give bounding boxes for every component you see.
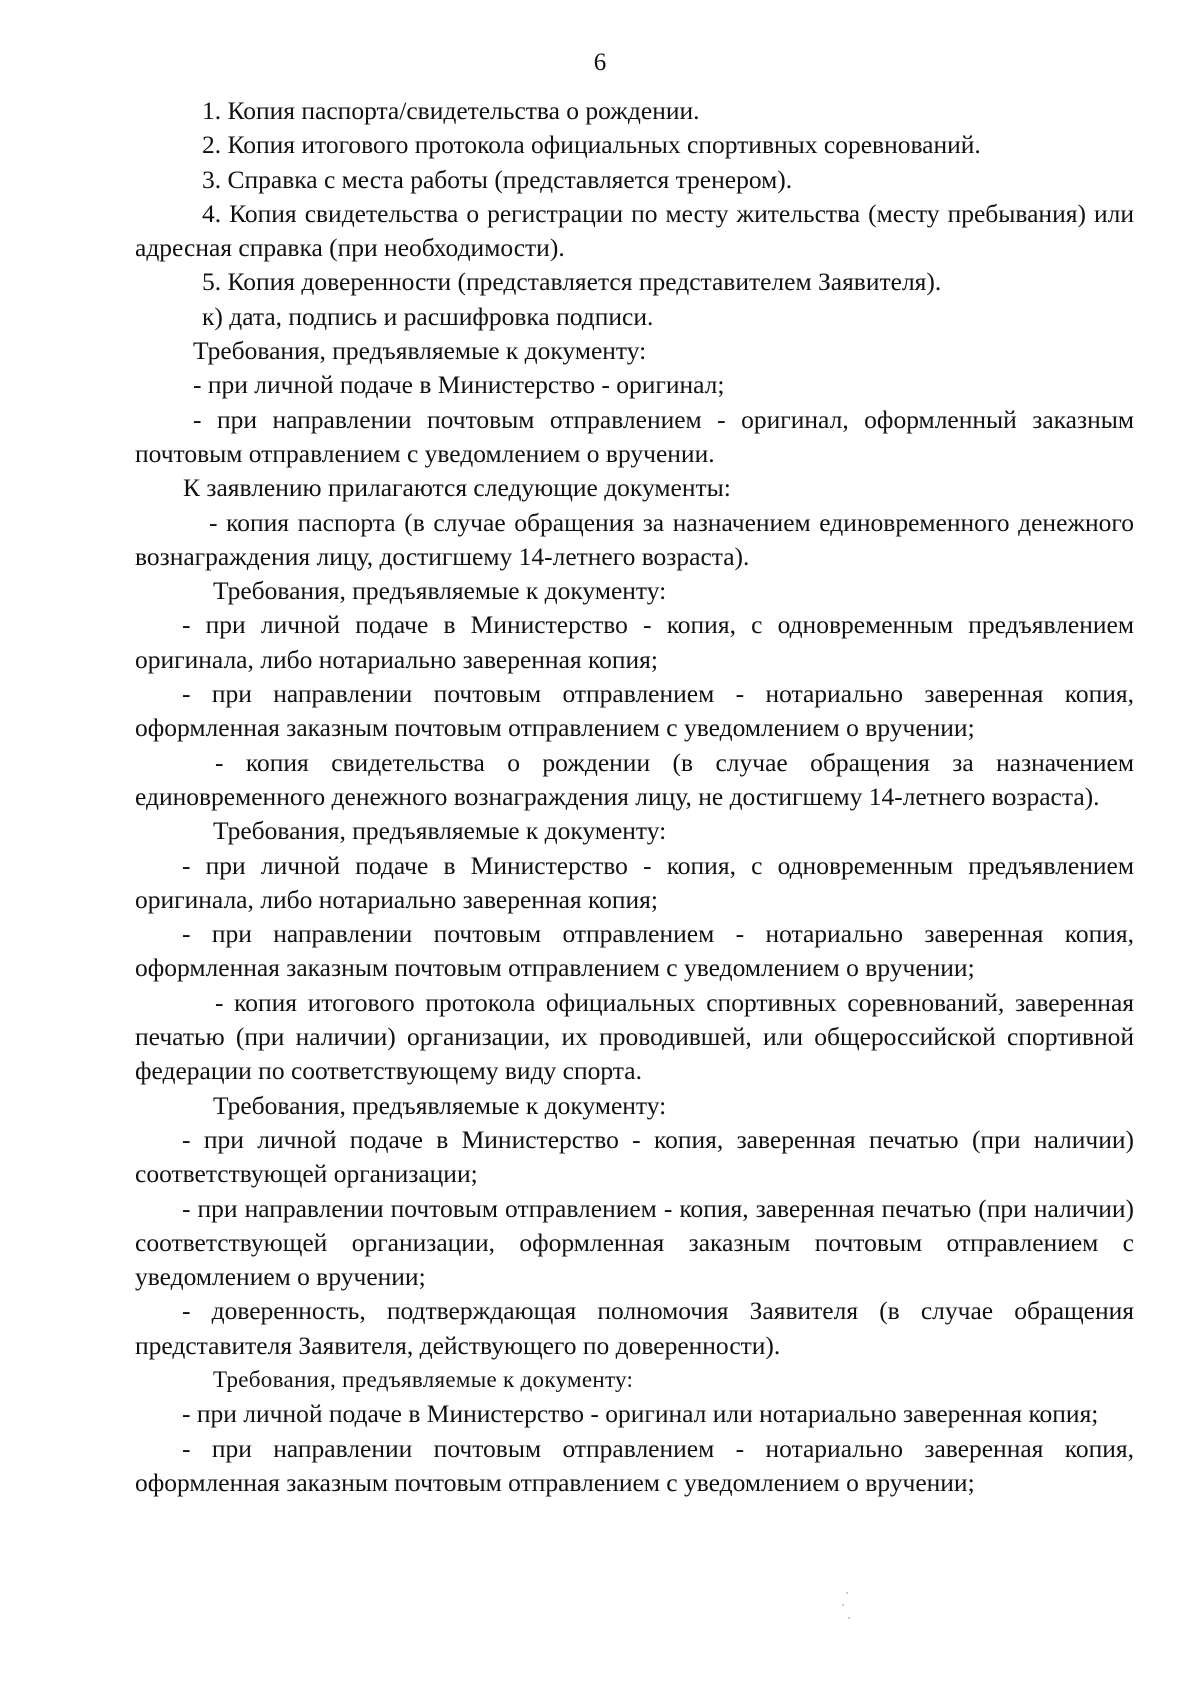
paragraph: - при направлении почтовым отправлением - нотариально заверенная копия, оформленная заказным почтовым отправлением с уведомлением о вручении; bbox=[135, 679, 1134, 743]
paragraph: - при направлении почтовым отправлением - нотариально заверенная копия, оформленная заказным почтовым отправлением с уведомлением о вручении; bbox=[135, 1433, 1134, 1497]
document-body bbox=[135, 94, 1134, 1500]
paragraph: Требования, предъявляемые к документу: bbox=[213, 1090, 667, 1120]
paragraph: Требования, предъявляемые к документу: bbox=[213, 576, 667, 606]
paragraph: - при личной подаче в Министерство - копия, с одновременным предъявлением оригинала, либо нотариально заверенная копия; bbox=[135, 610, 1134, 674]
paragraph: 3. Справка с места работы (представляется тренером). bbox=[202, 164, 793, 194]
paragraph: - при направлении почтовым отправлением - оригинал, оформленный заказным почтовым отправлением с уведомлением о вручении. bbox=[135, 404, 1134, 468]
paragraph: 2. Копия итогового протокола официальных спортивных соревнований. bbox=[202, 130, 981, 160]
scan-speck bbox=[846, 1592, 848, 1594]
paragraph: 5. Копия доверенности (представляется представителем Заявителя). bbox=[202, 267, 942, 297]
paragraph: - копия свидетельства о рождении (в случае обращения за назначением единовременного денежного вознаграждения лицу, не достигшему 14-летнего возраста). bbox=[135, 747, 1134, 811]
paragraph: Требования, предъявляемые к документу: bbox=[213, 1366, 634, 1392]
page-number: 6 bbox=[593, 49, 607, 76]
paragraph: - при личной подаче в Министерство - оригинал; bbox=[193, 370, 725, 400]
paragraph: - доверенность, подтверждающая полномочия Заявителя (в случае обращения представителя Заявителя, действующего по доверенности). bbox=[135, 1296, 1134, 1360]
paragraph: Требования, предъявляемые к документу: bbox=[213, 816, 667, 846]
paragraph: - при личной подаче в Министерство - оригинал или нотариально заверенная копия; bbox=[182, 1399, 1099, 1429]
scan-speck bbox=[848, 1617, 850, 1619]
paragraph: - копия итогового протокола официальных спортивных соревнований, заверенная печатью (при наличии) организации, их проводившей, или общероссийской спортивной федерации по соответствующему виду спорта. bbox=[135, 987, 1134, 1086]
paragraph: К заявлению прилагаются следующие документы: bbox=[183, 473, 731, 503]
paragraph: - при направлении почтовым отправлением - копия, заверенная печатью (при наличии) соответствующей организации, оформленная заказным почтовым отправлением с уведомлением о вручении; bbox=[135, 1193, 1134, 1292]
paragraph: - при личной подаче в Министерство - копия, заверенная печатью (при наличии) соответствующей организации; bbox=[135, 1124, 1134, 1189]
paragraph: Требования, предъявляемые к документу: bbox=[193, 336, 647, 366]
paragraph: - при личной подаче в Министерство - копия, с одновременным предъявлением оригинала, либо нотариально заверенная копия; bbox=[135, 850, 1134, 914]
scan-speck bbox=[842, 1604, 844, 1606]
paragraph: - при направлении почтовым отправлением - нотариально заверенная копия, оформленная заказным почтовым отправлением с уведомлением о вручении; bbox=[135, 919, 1134, 983]
paragraph: 1. Копия паспорта/свидетельства о рождении. bbox=[202, 96, 700, 125]
paragraph: - копия паспорта (в случае обращения за назначением единовременного денежного вознаграждения лицу, достигшему 14-летнего возраста). bbox=[135, 507, 1134, 571]
paragraph: к) дата, подпись и расшифровка подписи. bbox=[202, 301, 654, 331]
paragraph: 4. Копия свидетельства о регистрации по месту жительства (месту пребывания) или адресная справка (при необходимости). bbox=[135, 198, 1134, 263]
